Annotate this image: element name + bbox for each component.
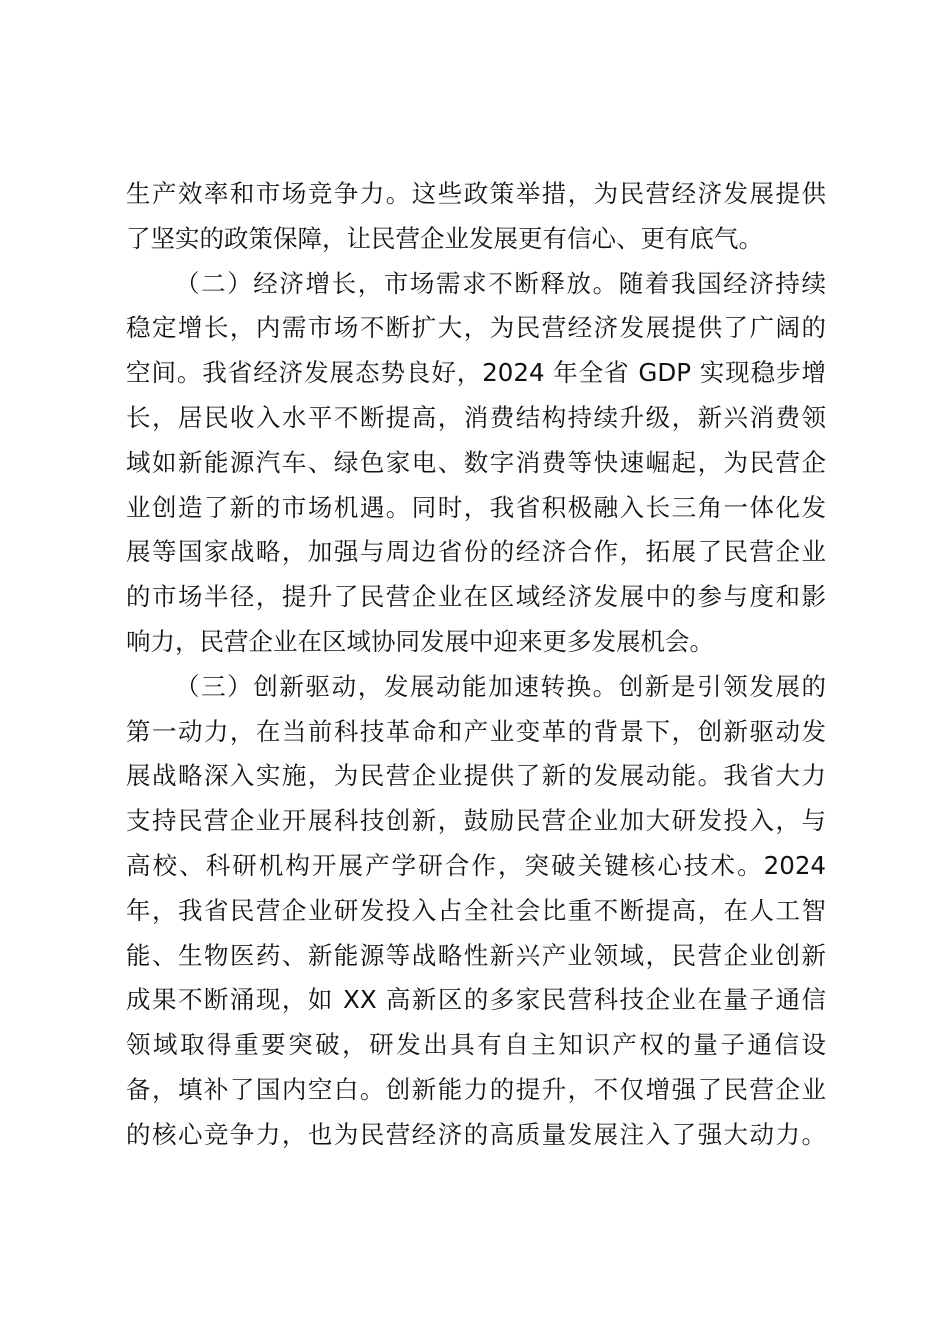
text-line: 展战略深入实施，为民营企业提供了新的发展动能。我省大力 [126, 761, 826, 791]
text-line: 空间。我省经济发展态势良好，2024 年全省 GDP 实现稳步增 [126, 358, 826, 388]
text-line: 展等国家战略，加强与周边省份的经济合作，拓展了民营企业 [126, 537, 826, 567]
body-text [126, 172, 826, 1158]
text-line: 领域取得重要突破，研发出具有自主知识产权的量子通信设 [126, 1030, 826, 1060]
text-line: 长，居民收入水平不断提高，消费结构持续升级，新兴消费领 [126, 402, 826, 432]
text-line: 业创造了新的市场机遇。同时，我省积极融入长三角一体化发 [126, 492, 826, 522]
text-line: 了坚实的政策保障，让民营企业发展更有信心、更有底气。 [126, 223, 763, 253]
text-line: 的市场半径，提升了民营企业在区域经济发展中的参与度和影 [126, 582, 826, 612]
text-line: 生产效率和市场竞争力。这些政策举措，为民营经济发展提供 [126, 179, 826, 208]
text-line: 备，填补了国内空白。创新能力的提升，不仅增强了民营企业 [126, 1074, 826, 1104]
text-line: 成果不断涌现，如 XX 高新区的多家民营科技企业在量子通信 [126, 985, 826, 1015]
text-line: 支持民营企业开展科技创新，鼓励民营企业加大研发投入，与 [126, 806, 826, 836]
text-line: 响力，民营企业在区域协同发展中迎来更多发展机会。 [126, 626, 714, 656]
text-line: 高校、科研机构开展产学研合作，突破关键核心技术。2024 [126, 850, 826, 880]
text-line: 第一动力，在当前科技革命和产业变革的背景下，创新驱动发 [126, 716, 826, 746]
text-line: 域如新能源汽车、绿色家电、数字消费等快速崛起，为民营企 [126, 447, 826, 477]
text-line: 的核心竞争力，也为民营经济的高质量发展注入了强大动力。 [126, 1119, 826, 1149]
paragraph-heading-2: （二）经济增长，市场需求不断释放。随着我国经济持续 [175, 268, 826, 298]
text-line: 稳定增长，内需市场不断扩大，为民营经济发展提供了广阔的 [126, 313, 826, 343]
text-line: 年，我省民营企业研发投入占全社会比重不断提高，在人工智 [126, 895, 826, 925]
paragraph-heading-3: （三）创新驱动，发展动能加速转换。创新是引领发展的 [175, 671, 826, 701]
text-line: 能、生物医药、新能源等战略性新兴产业领域，民营企业创新 [126, 940, 826, 970]
